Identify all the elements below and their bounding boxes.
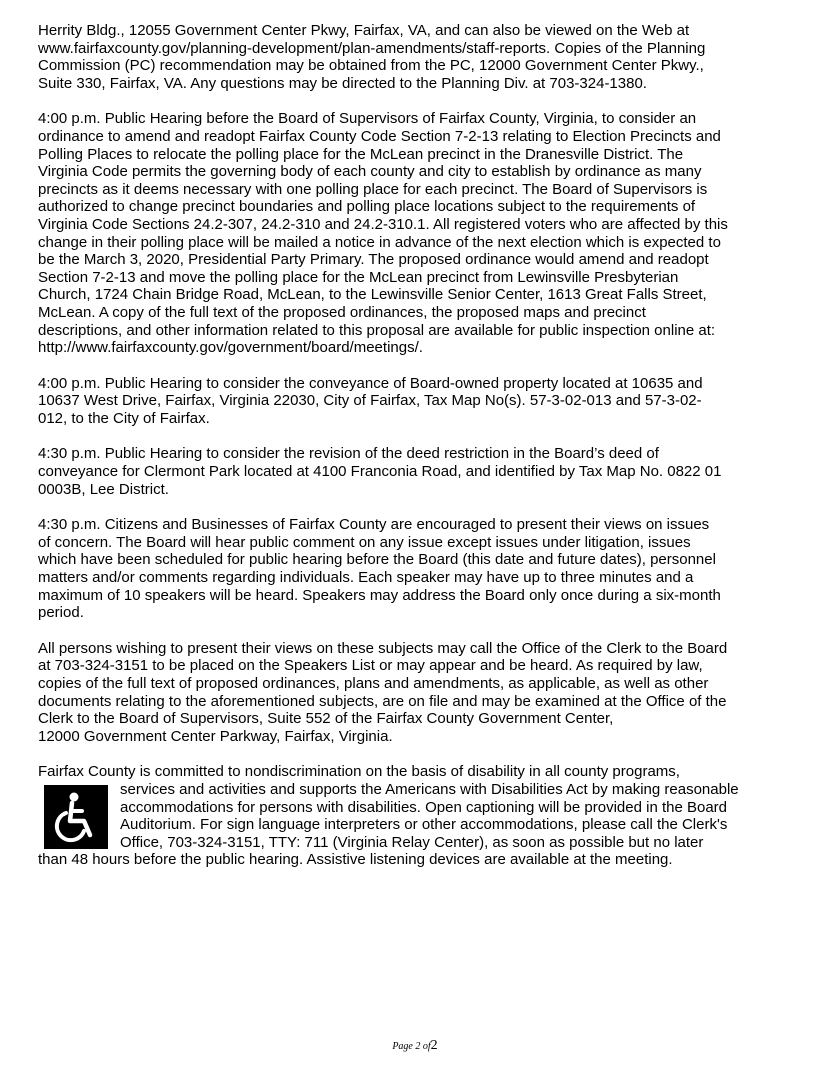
property-conveyance-hearing-paragraph: 4:00 p.m. Public Hearing to consider the conveyance of Board-owned property located at 10635 and 10637 West Drive, Fairfax, Virginia 22030, City of Fairfax, Tax Map No(s). 57-3-02-013 and 57-3-02- 012, to the City of Fairfax.	[38, 374, 703, 427]
page-footer	[0, 1038, 830, 1054]
speakers-list-paragraph: All persons wishing to present their views on these subjects may call the Office of the Clerk to the Board at 703-324-3151 to be placed on the Speakers List or may appear and be heard. As required by law, copies of the full text of proposed ordinances, plans and amendments, as applicable, as well as other documents relating to the aforementioned subjects, are on file and may be examined at the Office of the Clerk to the Board of Supervisors, Suite 552 of the Fairfax County Government Center, 12000 Government Center Parkway, Fairfax, Virginia.	[38, 639, 728, 745]
accessibility-notice	[38, 763, 794, 869]
wheelchair-icon	[44, 785, 108, 849]
document-page	[38, 22, 794, 869]
page-number-label: Page 2 of	[392, 1041, 431, 1052]
polling-place-hearing-paragraph: 4:00 p.m. Public Hearing before the Board of Supervisors of Fairfax County, Virginia, to consider an ordinance to amend and readopt Fairfax County Code Section 7-2-13 relating to Election Precincts and Polling Places to relocate the polling place for the McLean precinct in the Dranesville District. The Virginia Code permits the governing body of each county and city to establish by ordinance as many precincts as it deems necessary with one polling place for each precinct. The Board of Supervisors is authorized to change precinct boundaries and polling place locations subject to the requirements of Virginia Code Sections 24.2-307, 24.2-310 and 24.2-310.1. All registered voters who are affected by this change in their polling place will be mailed a notice in advance of the next election which is expected to be the March 3, 2020, Presidential Party Primary. The proposed ordinance would amend and readopt Section 7-2-13 and move the polling place for the McLean precinct from Lewinsville Presbyterian Church, 1724 Chain Bridge Road, McLean, to the Lewinsville Senior Center, 1613 Great Falls Street, McLean. A copy of the full text of the proposed ordinances, the proposed maps and precinct descriptions, and other information related to this proposal are available for public inspection online at: http://www.fairfaxcounty.gov/government/board/meetings/.	[38, 110, 728, 357]
planning-info-paragraph: Herrity Bldg., 12055 Government Center Pkwy, Fairfax, VA, and can also be viewed on the Web at www.fairfaxcounty.gov/planning-development/plan-amendments/staff-reports. Copies of the Planning Commission (PC) recommendation may be obtained from the PC, 12000 Government Center Pkwy., Suite 330, Fairfax, VA. Any questions may be directed to the Planning Div. at 703-324-1380.	[38, 22, 706, 92]
accessibility-body-text: services and activities and supports the Americans with Disabilities Act by making reasonable accommodations for persons with disabilities. Open captioning will be provided in the Board Auditorium. For sign language interpreters or other accommodations, please call the Clerk's Office, 703-324-3151, TTY: 711 (Virginia Relay Center), as soon as possible but no later than 48 hours before the public hearing. Assistive listening devices are available at the meeting.	[38, 780, 739, 869]
public-comment-paragraph: 4:30 p.m. Citizens and Businesses of Fairfax County are encouraged to present their views on issues of concern. The Board will hear public comment on any issue except issues under litigation, issues which have been scheduled for public hearing before the Board (this date and future dates), personnel matters and/or comments regarding individuals. Each speaker may have up to three minutes and a maximum of 10 speakers will be heard. Speakers may address the Board only once during a six-month period.	[38, 516, 721, 622]
accessibility-first-line: Fairfax County is committed to nondiscrimination on the basis of disability in all county programs,	[38, 763, 680, 781]
deed-restriction-hearing-paragraph: 4:30 p.m. Public Hearing to consider the revision of the deed restriction in the Board’s deed of conveyance for Clermont Park located at 4100 Franconia Road, and identified by Tax Map No. 0822 01 0003B, Lee District.	[38, 445, 722, 498]
page-total: 2	[430, 1038, 438, 1053]
